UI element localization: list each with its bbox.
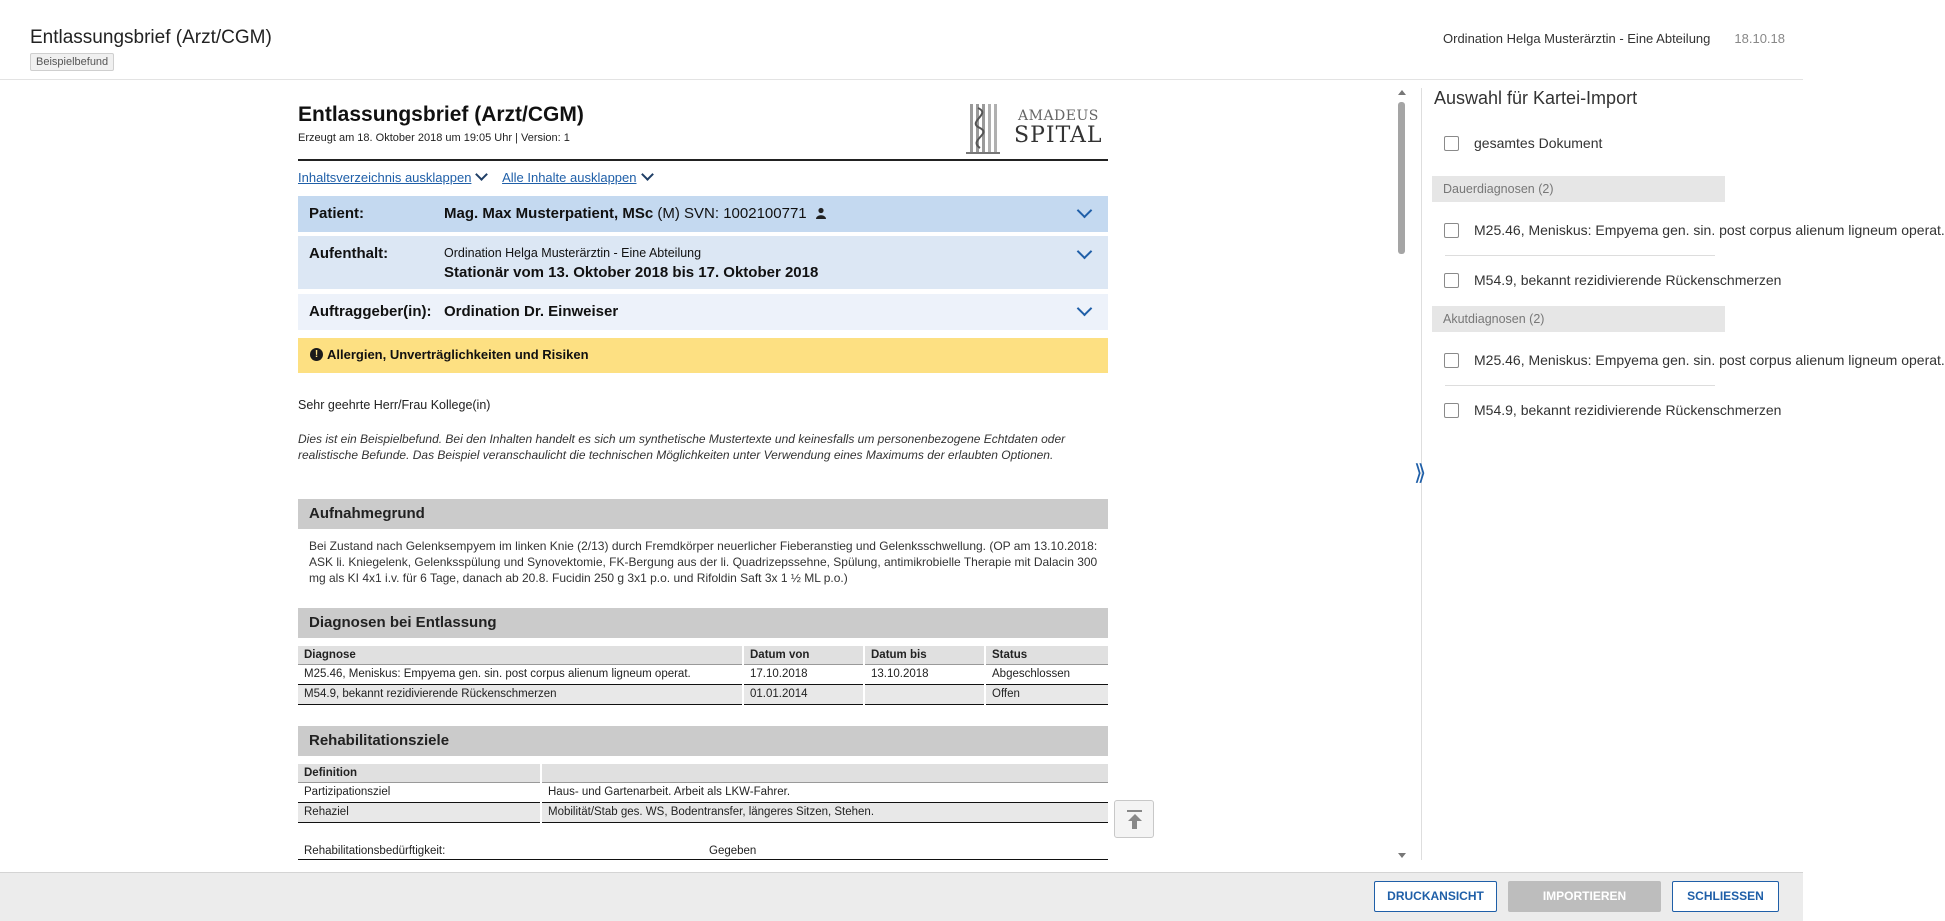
table-cell: 01.01.2014 bbox=[743, 684, 864, 704]
diagnosis-label: M54.9, bekannt rezidivierende Rückenschmerzen bbox=[1474, 402, 1782, 418]
diagnosis-label: M54.9, bekannt rezidivierende Rückenschmerzen bbox=[1474, 272, 1782, 288]
diagnosen-table bbox=[298, 646, 1108, 705]
scroll-to-top-stem bbox=[1132, 820, 1137, 829]
column-header bbox=[541, 764, 1108, 782]
document-scrollbar[interactable] bbox=[1396, 88, 1408, 860]
scrollbar-thumb[interactable] bbox=[1398, 102, 1405, 254]
chevron-down-icon bbox=[476, 168, 489, 181]
scroll-down-arrow-icon[interactable] bbox=[1398, 853, 1406, 858]
diagnosis-checkbox[interactable] bbox=[1444, 273, 1459, 288]
salutation: Sehr geehrte Herr/Frau Kollege(in) bbox=[298, 398, 491, 412]
chevron-down-icon bbox=[641, 168, 654, 181]
logo-text-amadeus: AMADEUS bbox=[1018, 108, 1099, 124]
table-cell: Partizipationsziel bbox=[298, 782, 541, 802]
column-header: Datum von bbox=[743, 646, 864, 664]
diagnosis-label: M25.46, Meniskus: Empyema gen. sin. post corpus alienum ligneum operat. bbox=[1474, 352, 1945, 368]
aufenthalt-label: Aufenthalt: bbox=[309, 245, 389, 262]
logo-text-spital: SPITAL bbox=[1014, 123, 1103, 148]
auftraggeber-label: Auftraggeber(in): bbox=[309, 303, 432, 320]
expand-toggles bbox=[298, 170, 664, 185]
table-cell: M25.46, Meniskus: Empyema gen. sin. post corpus alienum ligneum operat. bbox=[298, 664, 743, 684]
table-cell: M54.9, bekannt rezidivierende Rückenschmerzen bbox=[298, 684, 743, 704]
scroll-up-arrow-icon[interactable] bbox=[1398, 90, 1406, 95]
group-akutdiagnosen: Akutdiagnosen (2) bbox=[1432, 306, 1725, 332]
logo-emblem-icon bbox=[962, 100, 1012, 158]
patient-name: Mag. Max Musterpatient, MSc bbox=[444, 205, 654, 222]
header-date: 18.10.18 bbox=[1734, 31, 1785, 46]
column-header: Diagnose bbox=[298, 646, 743, 664]
intro-text: Dies ist ein Beispielbefund. Bei den Inhalten handelt es sich um synthetische Mustertexte und keinesfalls um personenbezogene Echtdaten oder realistische Befunde. Das Beispiel veranschaulicht die technischen Möglichkeiten unter Verwendung eines Maximums der erlaubten Optionen. bbox=[298, 432, 1066, 462]
sample-badge: Beispielbefund bbox=[30, 53, 114, 71]
import-panel-title: Auswahl für Kartei-Import bbox=[1434, 88, 1638, 108]
reha-details bbox=[298, 842, 1108, 860]
table-cell: 17.10.2018 bbox=[743, 664, 864, 684]
diagnosis-checkbox[interactable] bbox=[1444, 223, 1459, 238]
table-cell: Mobilität/Stab ges. WS, Bodentransfer, längeres Sitzen, Stehen. bbox=[541, 802, 1108, 822]
aufenthalt-org: Ordination Helga Musterärztin - Eine Abteilung bbox=[444, 246, 702, 260]
table-row bbox=[298, 684, 1108, 704]
auftraggeber-panel[interactable] bbox=[298, 294, 1108, 330]
scroll-to-top-icon bbox=[1127, 810, 1142, 812]
table-cell: Haus- und Gartenarbeit. Arbeit als LKW-Fahrer. bbox=[541, 782, 1108, 802]
diagnosis-checkbox[interactable] bbox=[1444, 403, 1459, 418]
detail-row bbox=[298, 842, 1108, 860]
dialog-footer bbox=[0, 872, 1803, 921]
patient-panel[interactable] bbox=[298, 196, 1108, 232]
table-cell: Abgeschlossen bbox=[985, 664, 1108, 684]
import-button[interactable]: IMPORTIEREN bbox=[1508, 881, 1661, 912]
toc-expand-label: Inhaltsverzeichnis ausklappen bbox=[298, 170, 472, 185]
table-cell: 13.10.2018 bbox=[864, 664, 985, 684]
table-header-row bbox=[298, 646, 1108, 664]
table-header-row bbox=[298, 764, 1108, 782]
diagnosis-label: M25.46, Meniskus: Empyema gen. sin. post corpus alienum ligneum operat. bbox=[1474, 222, 1945, 238]
document-viewport[interactable] bbox=[0, 80, 1418, 870]
document-subtitle: Erzeugt am 18. Oktober 2018 um 19:05 Uhr | Version: 1 bbox=[298, 132, 570, 144]
print-view-button[interactable]: DRUCKANSICHT bbox=[1374, 881, 1497, 912]
table-cell: Rehaziel bbox=[298, 802, 541, 822]
column-header: Datum bis bbox=[864, 646, 985, 664]
patient-label: Patient: bbox=[309, 205, 365, 222]
column-header: Definition bbox=[298, 764, 541, 782]
app-title: Entlassungsbrief (Arzt/CGM) bbox=[30, 27, 272, 48]
divider bbox=[1445, 255, 1715, 256]
close-button[interactable]: SCHLIESSEN bbox=[1672, 881, 1779, 912]
section-rehabilitationsziele-title: Rehabilitationsziele bbox=[298, 726, 1108, 756]
patient-info bbox=[444, 205, 827, 222]
detail-label: Rehabilitationsbedürftigkeit: bbox=[304, 845, 446, 857]
whole-document-label: gesamtes Dokument bbox=[1474, 135, 1603, 151]
table-row bbox=[298, 802, 1108, 822]
amadeus-spital-logo bbox=[962, 98, 1102, 158]
aufenthalt-panel[interactable] bbox=[298, 236, 1108, 289]
double-chevron-right-icon[interactable]: ⟫ bbox=[1414, 460, 1427, 485]
diagnosis-checkbox[interactable] bbox=[1444, 353, 1459, 368]
aufenthalt-expand-icon[interactable] bbox=[1077, 244, 1093, 260]
whole-document-checkbox[interactable] bbox=[1444, 136, 1459, 151]
section-diagnosen-title: Diagnosen bei Entlassung bbox=[298, 608, 1108, 638]
header-organization: Ordination Helga Musterärztin - Eine Abteilung bbox=[1443, 31, 1711, 46]
allergy-banner[interactable] bbox=[298, 338, 1108, 373]
aufenthalt-period: Stationär vom 13. Oktober 2018 bis 17. Oktober 2018 bbox=[444, 264, 819, 281]
auftraggeber-expand-icon[interactable] bbox=[1077, 301, 1093, 317]
aufnahmegrund-text: Bei Zustand nach Gelenksempyem im linken Knie (2/13) durch Fremdkörper neuerlicher Fieberanstieg und Gelenksschwellung. (OP am 13.10.2018: ASK li. Kniegelenk, Gelenksspülung und Synovektomie, FK-Bergung aus der li. Quadrizepssehne, Spülung, antimikrobielle Therapie mit Dalacin 300 mg als KI 4x1 i.v. für 6 Tage, danach ab 20.8. Fucidin 250 g 3x1 p.o. und Rifoldin Saft 3x 1 ½ ML p.o.) bbox=[309, 539, 1098, 585]
exclamation-circle-icon: ! bbox=[310, 348, 323, 361]
table-row bbox=[298, 664, 1108, 684]
title-divider bbox=[298, 159, 1108, 161]
table-cell bbox=[864, 684, 985, 704]
toc-expand-link[interactable] bbox=[298, 170, 486, 185]
table-cell: Offen bbox=[985, 684, 1108, 704]
column-header: Status bbox=[985, 646, 1108, 664]
document-title: Entlassungsbrief (Arzt/CGM) bbox=[298, 103, 584, 126]
patient-meta: (M) SVN: 1002100771 bbox=[657, 205, 807, 222]
expand-all-label: Alle Inhalte ausklappen bbox=[502, 170, 637, 185]
expand-all-link[interactable] bbox=[502, 170, 651, 185]
scroll-to-top-button[interactable] bbox=[1114, 800, 1154, 838]
auftraggeber-value: Ordination Dr. Einweiser bbox=[444, 303, 619, 320]
header-meta bbox=[1443, 31, 1785, 46]
section-aufnahmegrund-title: Aufnahmegrund bbox=[298, 499, 1108, 529]
detail-value: Gegeben bbox=[709, 845, 757, 857]
divider bbox=[1445, 385, 1715, 386]
table-row bbox=[298, 782, 1108, 802]
person-icon bbox=[815, 207, 827, 219]
patient-expand-icon[interactable] bbox=[1077, 203, 1093, 219]
rehaziele-table bbox=[298, 764, 1108, 823]
allergy-text: Allergien, Unverträglichkeiten und Risiken bbox=[327, 347, 589, 362]
group-dauerdiagnosen: Dauerdiagnosen (2) bbox=[1432, 176, 1725, 202]
app-header bbox=[0, 0, 1803, 80]
